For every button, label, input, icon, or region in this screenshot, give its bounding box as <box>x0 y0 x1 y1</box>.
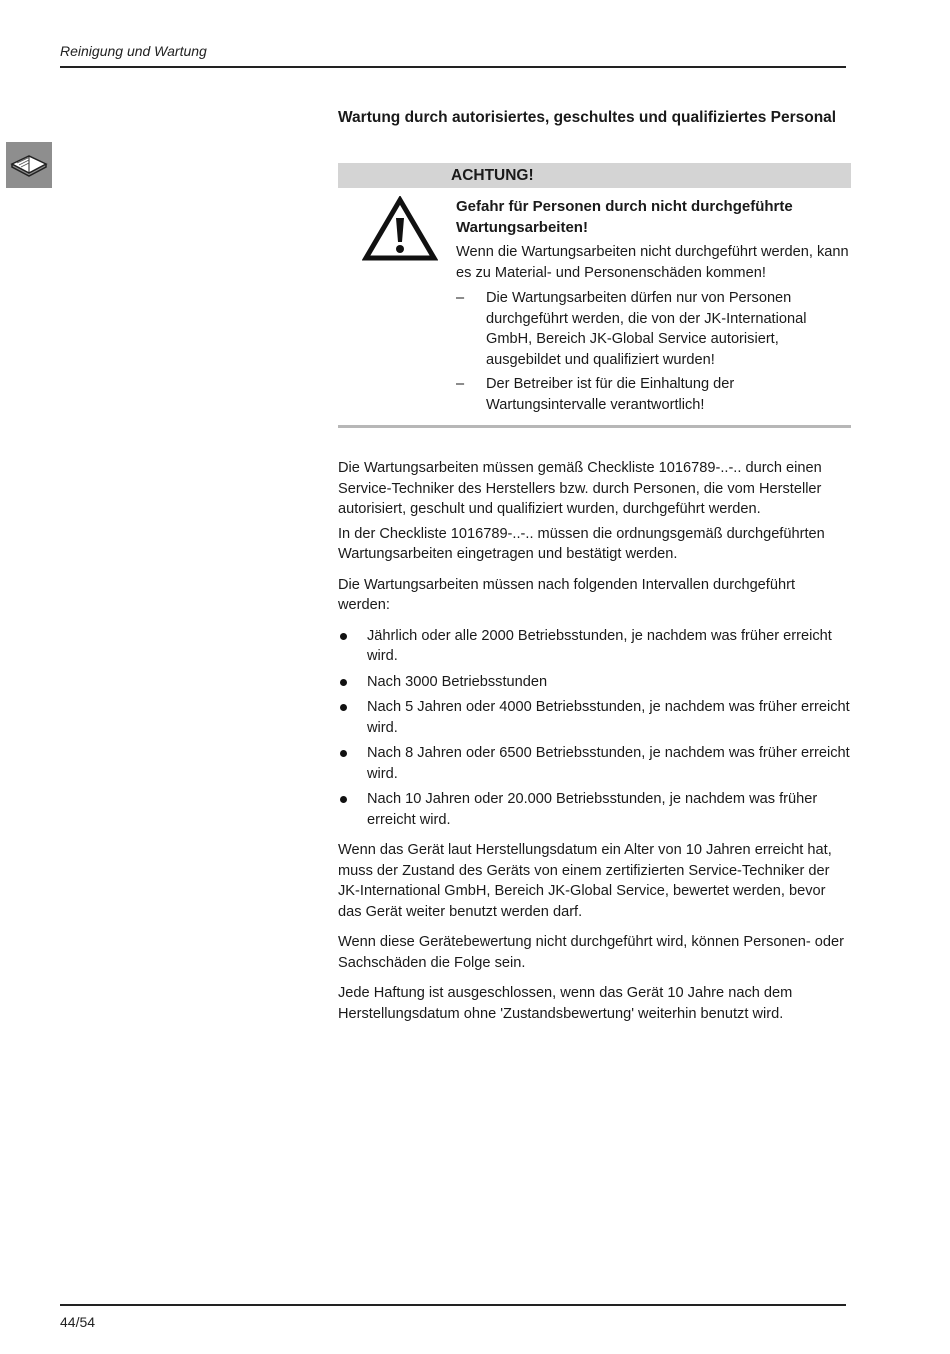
warning-icon-cell <box>338 196 456 419</box>
paragraph: In der Checkliste 1016789-..-.. müssen die ordnungsgemäß durchgeführten Wartungsarbeiten eingetragen und bestätigt werden. <box>338 525 825 562</box>
list-item-text: Nach 10 Jahren oder 20.000 Betriebsstunden, je nachdem was früher erreicht wird. <box>367 791 818 828</box>
book-icon <box>9 150 49 180</box>
list-item <box>338 789 850 830</box>
bullet-icon <box>340 704 347 711</box>
section-heading: Wartung durch autorisiertes, geschultes und qualifiziertes Personal <box>338 109 837 126</box>
paragraph: Jede Haftung ist ausgeschlossen, wenn das Gerät 10 Jahre nach dem Herstellungsdatum ohne 'Zustandsbewertung' weiterhin benutzt wird. <box>338 985 793 1022</box>
warning-intro: Wenn die Wartungsarbeiten nicht durchgeführt werden, kann es zu Material- und Personenschäden kommen! <box>456 244 849 281</box>
list-item-text: Nach 3000 Betriebsstunden <box>367 673 548 690</box>
main-content <box>338 108 850 1034</box>
warning-list-text: Der Betreiber ist für die Einhaltung der Wartungsintervalle verantwortlich! <box>486 376 735 413</box>
bullet-icon <box>340 796 347 803</box>
dash-marker: – <box>456 376 465 392</box>
page-header-title: Reinigung und Wartung <box>60 43 207 59</box>
list-item <box>338 697 850 738</box>
warning-label: ACHTUNG! <box>338 163 851 188</box>
bullet-icon <box>340 750 347 757</box>
side-tab <box>6 142 52 188</box>
footer-divider <box>60 1304 846 1306</box>
warning-list-text: Die Wartungsarbeiten dürfen nur von Personen durchgeführt werden, die von der JK-International GmbH, Bereich JK-Global Service autorisiert, ausgebildet und qualifiziert wurden! <box>486 290 807 368</box>
bullet-icon <box>340 679 347 686</box>
paragraph: Die Wartungsarbeiten müssen gemäß Checkliste 1016789-..-.. durch einen Service-Techniker des Herstellers bzw. durch Personen, die vom Hersteller autorisiert, geschult und qualifiziert wurden, durchgeführt werden. <box>338 460 822 517</box>
warning-text <box>456 196 851 419</box>
warning-body <box>338 188 851 425</box>
warning-list-item <box>456 374 851 415</box>
list-item-text: Jährlich oder alle 2000 Betriebsstunden, je nachdem was früher erreicht wird. <box>367 627 832 664</box>
list-item <box>338 626 850 667</box>
paragraph: Wenn diese Gerätebewertung nicht durchgeführt wird, können Personen- oder Sachschäden die Folge sein. <box>338 934 844 971</box>
list-item <box>338 743 850 784</box>
warning-triangle-icon <box>362 196 438 262</box>
paragraph: Wenn das Gerät laut Herstellungsdatum ein Alter von 10 Jahren erreicht hat, muss der Zustand des Geräts von einem zertifizierten Service-Techniker der JK-International GmbH, Bereich JK-Global Service, bewertet werden, bevor das Gerät weiter benutzt werden darf. <box>338 842 832 920</box>
list-item <box>338 672 850 693</box>
dash-marker: – <box>456 290 465 306</box>
list-item-text: Nach 8 Jahren oder 6500 Betriebsstunden, je nachdem was früher erreicht wird. <box>367 745 850 782</box>
interval-list <box>338 626 850 831</box>
body-text <box>338 458 850 1024</box>
warning-list <box>456 288 851 415</box>
header-divider <box>60 66 846 68</box>
page-number: 44/54 <box>60 1314 96 1330</box>
paragraph: Die Wartungsarbeiten müssen nach folgenden Intervallen durchgeführt werden: <box>338 576 796 613</box>
warning-title: Gefahr für Personen durch nicht durchgeführte Wartungsarbeiten! <box>456 198 793 236</box>
list-item-text: Nach 5 Jahren oder 4000 Betriebsstunden, je nachdem was früher erreicht wird. <box>367 699 850 736</box>
warning-box <box>338 163 851 428</box>
bullet-icon <box>340 633 347 640</box>
warning-list-item <box>456 288 851 370</box>
